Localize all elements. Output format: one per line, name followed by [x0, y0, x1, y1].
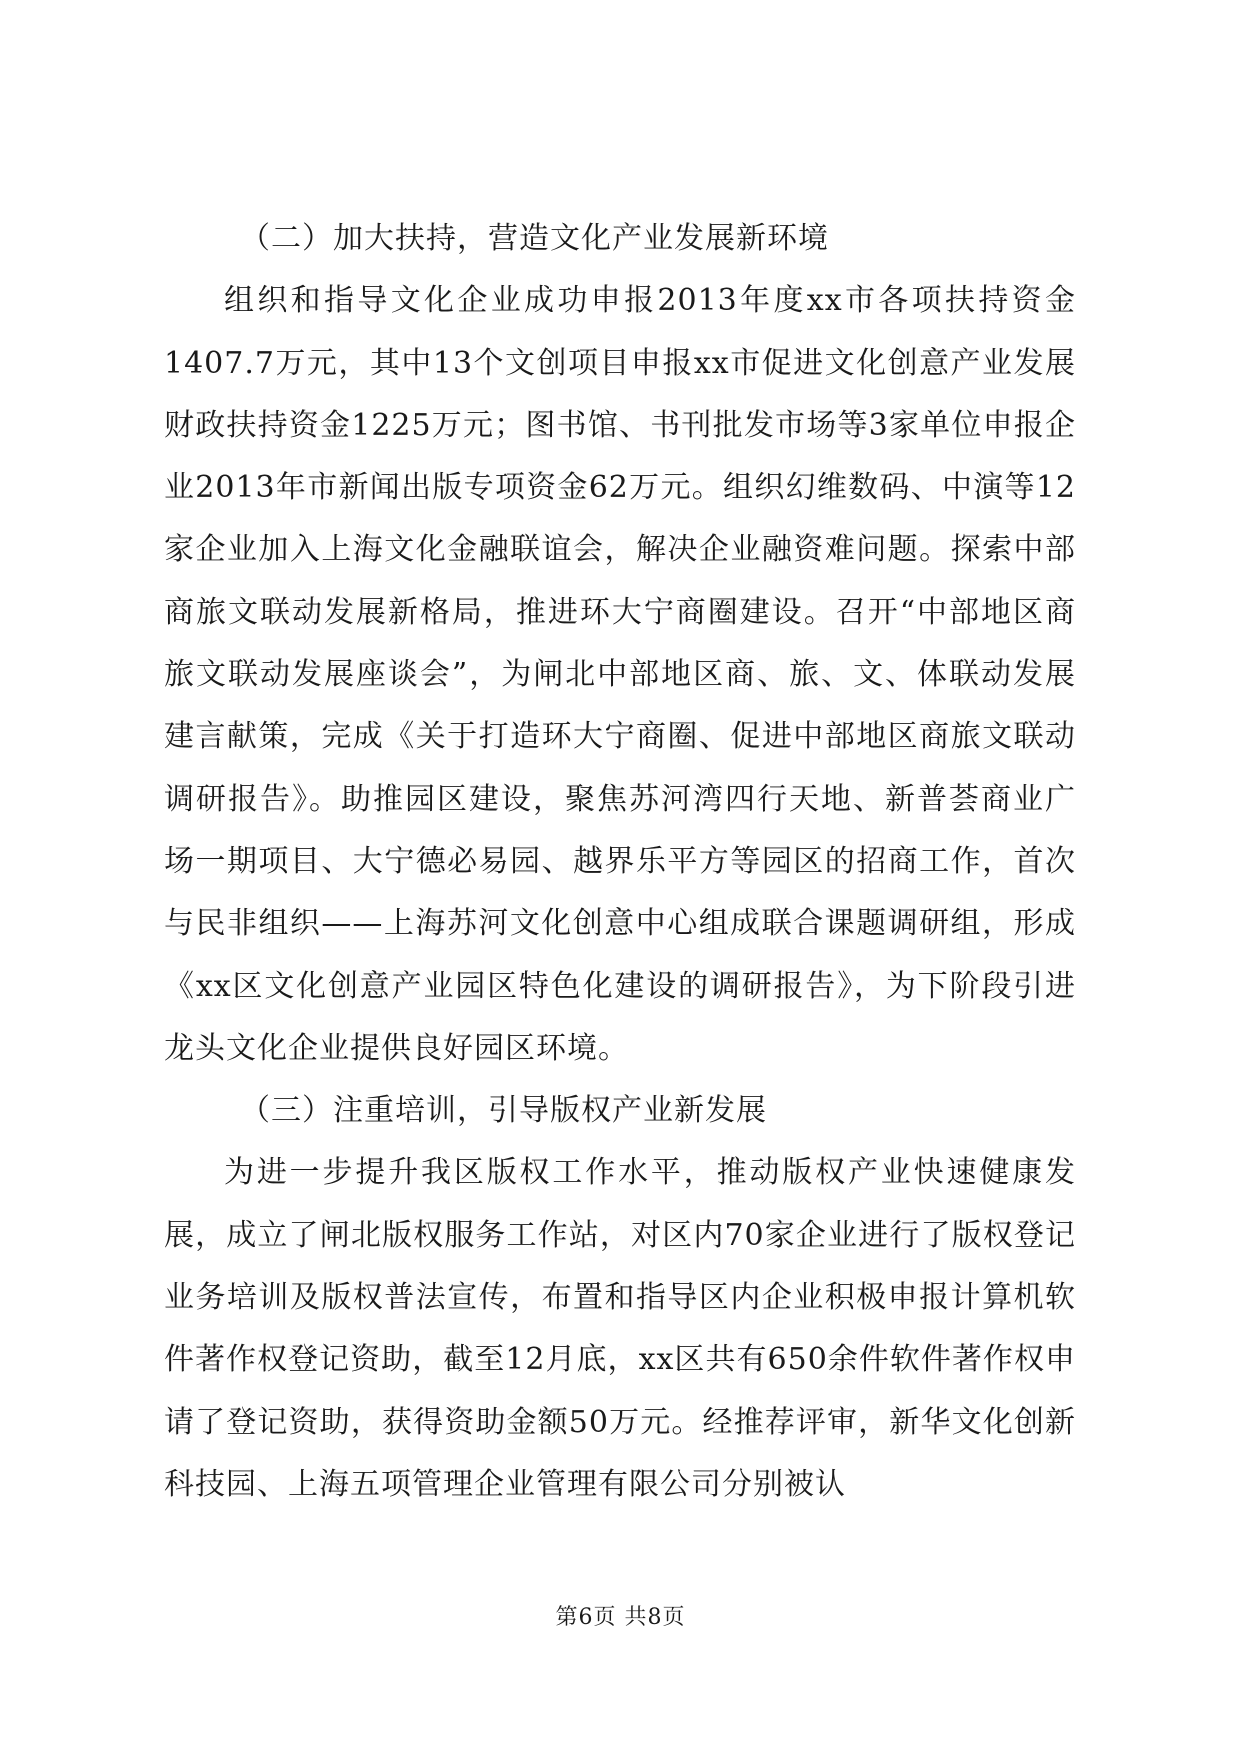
page-number-footer: 第6页 共8页	[555, 1605, 686, 1630]
document-body	[164, 208, 1076, 1516]
section-heading-2: （二）加大扶持，营造文化产业发展新环境	[240, 221, 829, 256]
section-paragraph-2: 组织和指导文化企业成功申报2013年度xx市各项扶持资金1407.7万元，其中13个文创项目申报xx市促进文化创意产业发展财政扶持资金1225万元；图书馆、书刊批发市场等3家单位申报企业2013年市新闻出版专项资金62万元。组织幻维数码、中演等12家企业加入上海文化金融联谊会，解决企业融资难问题。探索中部商旅文联动发展新格局，推进环大宁商圈建设。召开“中部地区商旅文联动发展座谈会”，为闸北中部地区商、旅、文、体联动发展建言献策，完成《关于打造环大宁商圈、促进中部地区商旅文联动调研报告》。助推园区建设，聚焦苏河湾四行天地、新普荟商业广场一期项目、大宁德必易园、越界乐平方等园区的招商工作，首次与民非组织——上海苏河文化创意中心组成联合课题调研组，形成《xx区文化创意产业园区特色化建设的调研报告》，为下阶段引进龙头文化企业提供良好园区环境。	[164, 283, 1076, 1066]
section-paragraph-3: 为进一步提升我区版权工作水平，推动版权产业快速健康发展，成立了闸北版权服务工作站，对区内70家企业进行了版权登记业务培训及版权普法宣传，布置和指导区内企业积极申报计算机软件著作权登记资助，截至12月底，xx区共有650余件软件著作权申请了登记资助，获得资助金额50万元。经推荐评审，新华文化创新科技园、上海五项管理企业管理有限公司分别被认	[164, 1155, 1076, 1502]
section-heading-3: （三）注重培训，引导版权产业新发展	[240, 1093, 767, 1129]
